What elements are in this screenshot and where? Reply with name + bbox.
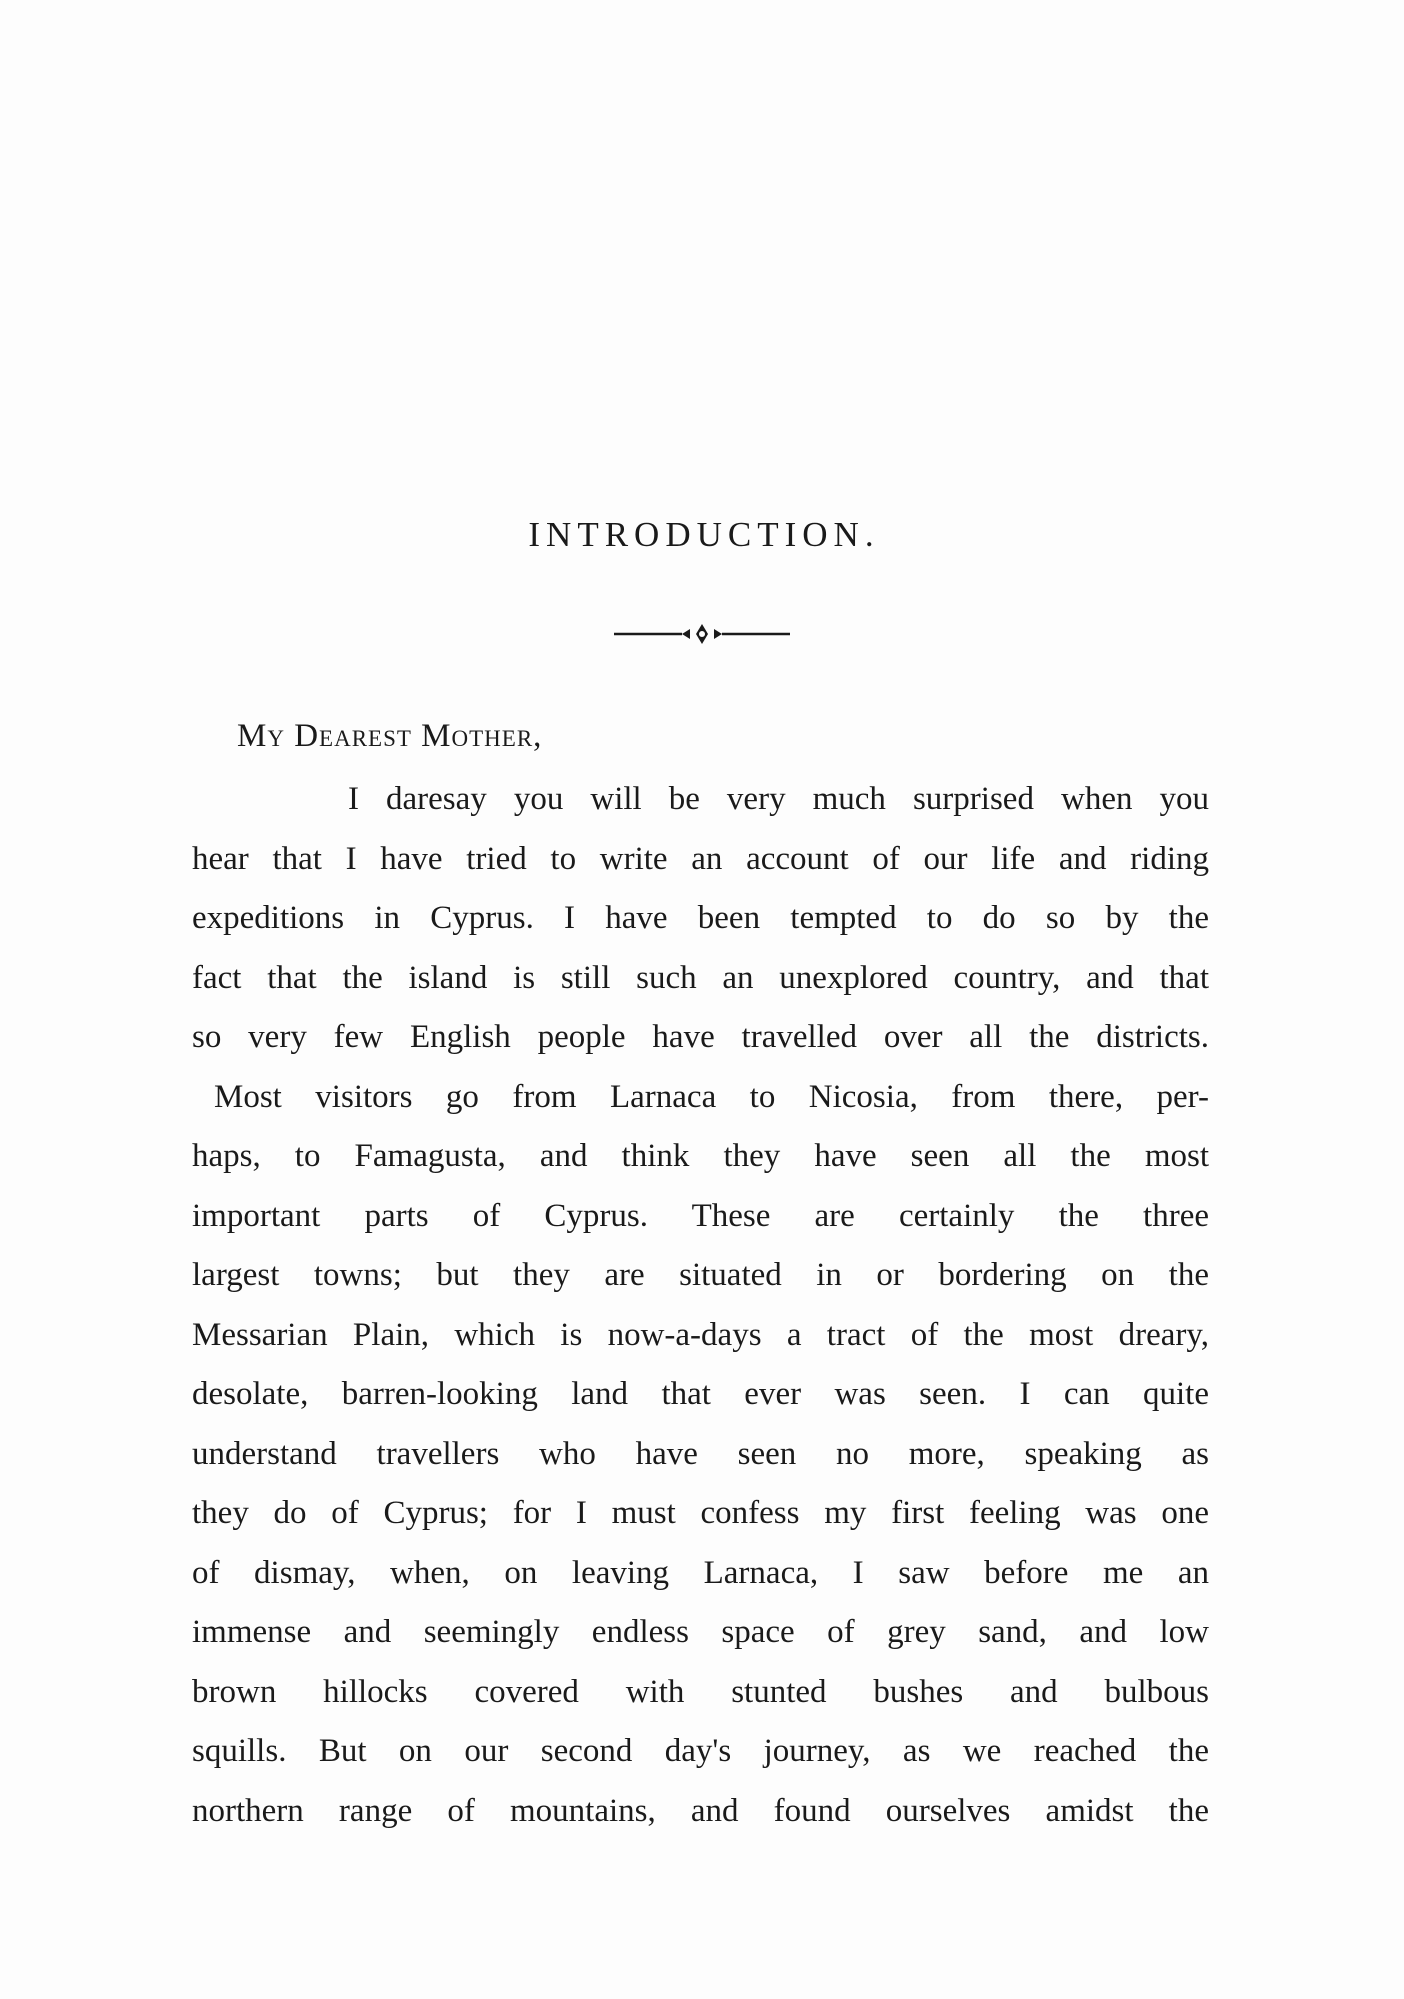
text-line: brown hillocks covered with stunted bushes and bulbous <box>192 1673 1209 1710</box>
letter-salutation: My Dearest Mother, <box>237 718 543 754</box>
text-line: important parts of Cyprus. These are certainly the three <box>192 1197 1209 1234</box>
text-line: haps, to Famagusta, and think they have seen all the most <box>192 1138 1209 1174</box>
ornament-divider-icon <box>614 620 790 648</box>
text-line: I daresay you will be very much surprised when you <box>348 781 1209 817</box>
chapter-heading: INTRODUCTION. <box>528 515 880 554</box>
text-line: Messarian Plain, which is now-a-days a tract of the most dreary, <box>192 1316 1209 1353</box>
text-line: largest towns; but they are situated in or bordering on the <box>192 1257 1209 1293</box>
text-line: northern range of mountains, and found ourselves amidst the <box>192 1792 1209 1829</box>
text-line: they do of Cyprus; for I must confess my first feeling was one <box>192 1495 1209 1531</box>
letter-body <box>192 770 1209 1841</box>
text-line: immense and seemingly endless space of grey sand, and low <box>192 1614 1209 1650</box>
text-line: hear that I have tried to write an account of our life and riding <box>192 840 1209 877</box>
text-line: fact that the island is still such an unexplored country, and that <box>192 959 1209 996</box>
text-line: squills. But on our second day's journey, as we reached the <box>192 1733 1209 1769</box>
text-line: understand travellers who have seen no more, speaking as <box>192 1435 1209 1472</box>
text-line: expeditions in Cyprus. I have been tempted to do so by the <box>192 900 1209 936</box>
text-line: Most visitors go from Larnaca to Nicosia, from there, per- <box>214 1078 1209 1115</box>
text-line: of dismay, when, on leaving Larnaca, I saw before me an <box>192 1554 1209 1591</box>
text-line: desolate, barren-looking land that ever was seen. I can quite <box>192 1376 1209 1412</box>
text-line: so very few English people have travelled over all the districts. <box>192 1019 1209 1055</box>
